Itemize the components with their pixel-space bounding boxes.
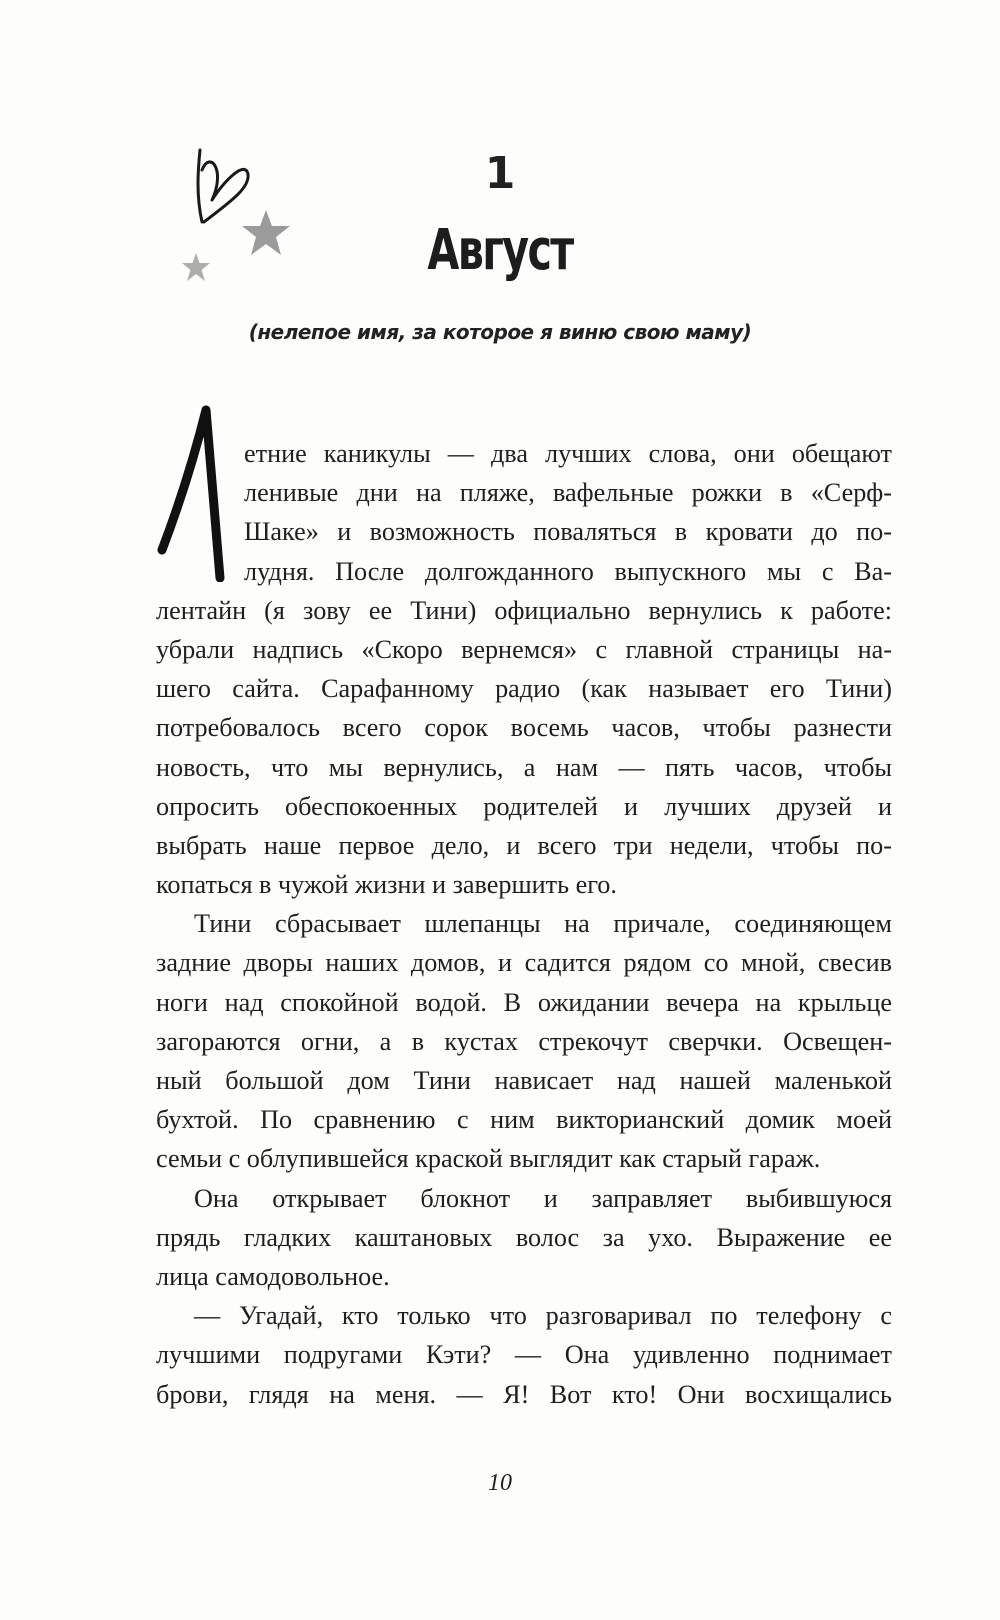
text-line: ный большой дом Тини нависает над нашей маленькой	[156, 1066, 892, 1095]
text-line: ленивые дни на пляже, вафельные рожки в «Серф-	[244, 478, 892, 508]
text-line: шего сайта. Сарафанному радио (как называет его Тини)	[156, 674, 892, 704]
text-line: лучшими подругами Кэти? — Она удивленно поднимает	[156, 1340, 892, 1370]
text-line: етние каникулы — два лучших слова, они обещают	[244, 439, 892, 468]
text-line: убрали надпись «Скоро вернемся» с главной страницы на-	[156, 634, 892, 664]
text-line: Шаке» и возможность поваляться в кровати до по-	[244, 517, 892, 547]
chapter-number: 1	[484, 148, 516, 199]
body-text	[156, 434, 892, 1414]
text-line: лентайн (я зову ее Тини) официально вернулись к работе:	[156, 595, 892, 625]
page-number: 10	[488, 1470, 512, 1496]
chapter-subtitle: (нелепое имя, за которое я виню свою маму)	[248, 320, 752, 344]
text-line: бухтой. По сравнению с ним викторианский домик моей	[156, 1105, 892, 1135]
text-line: брови, глядя на меня. — Я! Вот кто! Они восхищались	[156, 1379, 892, 1409]
text-line: опросить обеспокоенных родителей и лучших друзей и	[156, 791, 892, 821]
text-line: загораются огни, а в кустах стрекочут сверчки. Освещен-	[156, 1026, 892, 1056]
text-line: новость, что мы вернулись, а нам — пять часов, чтобы	[156, 752, 892, 782]
text-line: Она открывает блокнот и заправляет выбившуюся	[194, 1183, 892, 1213]
text-line: — Угадай, кто только что разговаривал по телефону с	[194, 1301, 892, 1331]
text-line: копаться в чужой жизни и завершить его.	[156, 870, 617, 900]
text-line: выбрать наше первое дело, и всего три недели, чтобы по-	[156, 830, 892, 860]
text-line: ноги над спокойной водой. В ожидании вечера на крыльце	[156, 987, 892, 1017]
text-line: задние дворы наших домов, и садится рядом со мной, свесив	[156, 948, 892, 978]
chapter-title: Август	[427, 218, 573, 283]
text-line: Тини сбрасывает шлепанцы на причале, соединяющем	[194, 909, 892, 939]
text-line: лудня. После долгожданного выпускного мы с Ва-	[244, 556, 892, 586]
text-line: семьи с облупившейся краской выглядит как старый гараж.	[156, 1144, 821, 1174]
text-line: прядь гладких каштановых волос за ухо. Выражение ее	[156, 1222, 892, 1252]
text-line: потребовалось всего сорок восемь часов, чтобы разнести	[156, 713, 892, 743]
text-line: лица самодовольное.	[156, 1261, 390, 1291]
